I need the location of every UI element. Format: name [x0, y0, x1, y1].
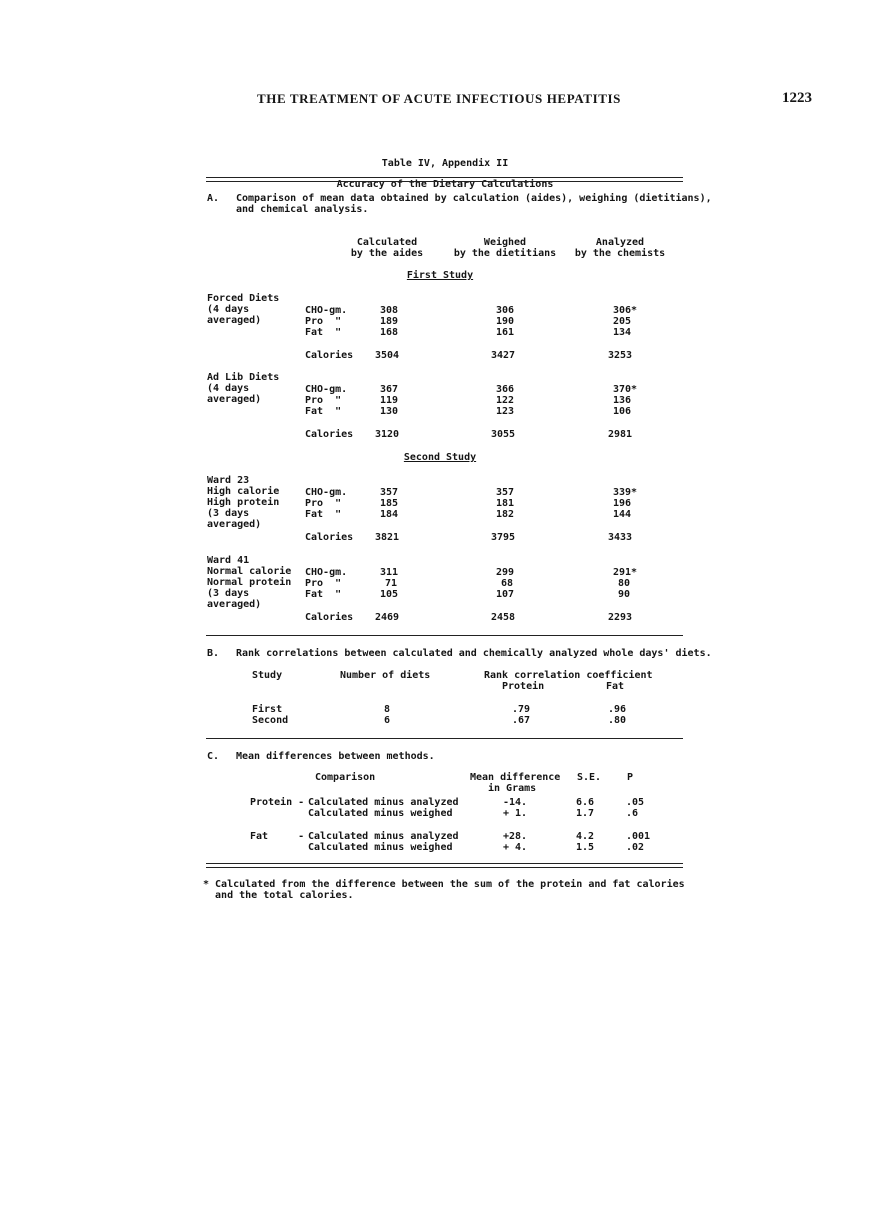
value-analyzed: 339*	[613, 487, 638, 498]
section-c-marker: C.	[207, 751, 220, 762]
row-study: Second	[252, 715, 289, 726]
row-fat: .80	[608, 715, 627, 726]
value-calc: 130	[380, 406, 399, 417]
value-weighed: 366	[496, 384, 515, 395]
value-calc: 311	[380, 567, 399, 578]
value-weighed: 181	[496, 498, 515, 509]
nutrient-label: Pro "	[305, 316, 342, 327]
calories-analyzed: 3253	[608, 350, 633, 361]
col-header-analyzed-2: by the chemists	[574, 248, 666, 259]
header-fat: Fat	[606, 681, 625, 692]
value-analyzed: 196	[613, 498, 632, 509]
calories-weighed: 3795	[491, 532, 516, 543]
value-weighed: 161	[496, 327, 515, 338]
col-header-analyzed-1: Analyzed	[595, 237, 645, 248]
section-c-text: Mean differences between methods.	[236, 751, 435, 762]
row-p: .05	[626, 797, 645, 808]
section-a-marker: A.	[207, 193, 220, 204]
group-label-line: High protein	[207, 497, 280, 508]
row-se: 1.7	[576, 808, 595, 819]
row-mean: +28.	[503, 831, 528, 842]
row-study: First	[252, 704, 283, 715]
bottom-rule-1	[206, 863, 683, 864]
nutrient-label: Fat "	[305, 509, 342, 520]
row-p: .6	[626, 808, 639, 819]
calories-calc: 3504	[375, 350, 400, 361]
value-calc: 308	[380, 305, 399, 316]
value-calc: 185	[380, 498, 399, 509]
group-label-line: (3 days	[207, 508, 250, 519]
value-calc: 105	[380, 589, 399, 600]
nutrient-label: Pro "	[305, 395, 342, 406]
footnote-line1: * Calculated from the difference between the sum of the protein and fat calories	[203, 879, 685, 890]
col-header-calc-1: Calculated	[356, 237, 418, 248]
nutrient-label: Fat "	[305, 327, 342, 338]
study-title-first: First Study	[406, 270, 474, 281]
group-label-line: Normal protein	[207, 577, 292, 588]
value-analyzed: 370*	[613, 384, 638, 395]
calories-label: Calories	[305, 612, 354, 623]
col-header-calc-2: by the aides	[350, 248, 424, 259]
row-mean: + 1.	[503, 808, 528, 819]
nutrient-label: Pro "	[305, 578, 342, 589]
nutrient-label: Pro "	[305, 498, 342, 509]
value-analyzed: 80	[618, 578, 631, 589]
nutrient-label: CHO-gm.	[305, 384, 348, 395]
row-comparison: Calculated minus weighed	[308, 842, 453, 853]
group-label-line: averaged)	[207, 599, 262, 610]
value-calc: 189	[380, 316, 399, 327]
group-label-line: Ad Lib Diets	[207, 372, 280, 383]
row-group: Protein -	[250, 797, 305, 808]
group-label-line: Ward 41	[207, 555, 250, 566]
group-label-line: (3 days	[207, 588, 250, 599]
table-title: Accuracy of the Dietary Calculations	[336, 179, 554, 190]
value-analyzed: 134	[613, 327, 632, 338]
row-se: 1.5	[576, 842, 595, 853]
calories-analyzed: 2293	[608, 612, 633, 623]
calories-weighed: 3055	[491, 429, 516, 440]
row-comparison: Calculated minus analyzed	[308, 831, 459, 842]
group-label-line: averaged)	[207, 394, 262, 405]
value-weighed: 107	[496, 589, 515, 600]
value-weighed: 68	[501, 578, 514, 589]
value-weighed: 299	[496, 567, 515, 578]
table-label: Table IV, Appendix II	[381, 158, 509, 169]
row-comparison: Calculated minus weighed	[308, 808, 453, 819]
bottom-rule-2	[206, 867, 683, 868]
header-comparison: Comparison	[315, 772, 376, 783]
calories-label: Calories	[305, 350, 354, 361]
group-label-line: (4 days	[207, 304, 250, 315]
row-p: .001	[626, 831, 651, 842]
group-label-line: (4 days	[207, 383, 250, 394]
calories-analyzed: 2981	[608, 429, 633, 440]
value-analyzed: 291*	[613, 567, 638, 578]
calories-weighed: 3427	[491, 350, 516, 361]
section-b-text: Rank correlations between calculated and chemically analyzed whole days' diets.	[236, 648, 712, 659]
calories-calc: 3120	[375, 429, 400, 440]
value-weighed: 182	[496, 509, 515, 520]
group-label-line: averaged)	[207, 519, 262, 530]
value-calc: 367	[380, 384, 399, 395]
row-fat: .96	[608, 704, 627, 715]
value-weighed: 357	[496, 487, 515, 498]
nutrient-label: Fat "	[305, 406, 342, 417]
value-calc: 357	[380, 487, 399, 498]
group-label-line: Normal calorie	[207, 566, 292, 577]
value-analyzed: 136	[613, 395, 632, 406]
col-header-weighed-1: Weighed	[483, 237, 527, 248]
row-se: 4.2	[576, 831, 595, 842]
page-number: 1223	[782, 90, 812, 106]
col-header-weighed-2: by the dietitians	[453, 248, 557, 259]
value-analyzed: 306*	[613, 305, 638, 316]
nutrient-label: Fat "	[305, 589, 342, 600]
row-p: .02	[626, 842, 645, 853]
row-group: Fat -	[250, 831, 305, 842]
header-se: S.E.	[577, 772, 602, 783]
value-weighed: 190	[496, 316, 515, 327]
row-number: 8	[384, 704, 391, 715]
top-rule-1	[206, 177, 683, 178]
value-analyzed: 106	[613, 406, 632, 417]
calories-calc: 3821	[375, 532, 400, 543]
row-se: 6.6	[576, 797, 595, 808]
group-label-line: High calorie	[207, 486, 280, 497]
value-weighed: 306	[496, 305, 515, 316]
calories-label: Calories	[305, 429, 354, 440]
header-number-of-diets: Number of diets	[340, 670, 431, 681]
value-weighed: 123	[496, 406, 515, 417]
calories-calc: 2469	[375, 612, 400, 623]
value-calc: 71	[385, 578, 398, 589]
row-protein: .79	[512, 704, 531, 715]
nutrient-label: CHO-gm.	[305, 305, 348, 316]
footnote-line2: and the total calories.	[203, 890, 354, 901]
header-p: P	[627, 772, 634, 783]
row-comparison: Calculated minus analyzed	[308, 797, 459, 808]
section-a-text-line1: Comparison of mean data obtained by calculation (aides), weighing (dietitians),	[236, 193, 712, 204]
header-study: Study	[252, 670, 283, 681]
row-protein: .67	[512, 715, 531, 726]
calories-label: Calories	[305, 532, 354, 543]
header-mean-difference-1: Mean difference	[470, 772, 561, 783]
study-title-second: Second Study	[403, 452, 477, 463]
header-protein: Protein	[502, 681, 545, 692]
group-label-line: Forced Diets	[207, 293, 280, 304]
value-analyzed: 144	[613, 509, 632, 520]
value-analyzed: 90	[618, 589, 631, 600]
calories-analyzed: 3433	[608, 532, 633, 543]
value-weighed: 122	[496, 395, 515, 406]
rule-after-a	[206, 635, 683, 636]
value-analyzed: 205	[613, 316, 632, 327]
value-calc: 168	[380, 327, 399, 338]
value-calc: 119	[380, 395, 399, 406]
group-label-line: averaged)	[207, 315, 262, 326]
row-mean: + 4.	[503, 842, 528, 853]
section-a-text-line2: and chemical analysis.	[236, 204, 369, 215]
row-mean: -14.	[503, 797, 528, 808]
header-mean-difference-2: in Grams	[488, 783, 537, 794]
value-calc: 184	[380, 509, 399, 520]
nutrient-label: CHO-gm.	[305, 487, 348, 498]
rule-after-b	[206, 738, 683, 739]
running-head: THE TREATMENT OF ACUTE INFECTIOUS HEPATITIS	[257, 91, 621, 106]
calories-weighed: 2458	[491, 612, 516, 623]
section-b-marker: B.	[207, 648, 220, 659]
group-label-line: Ward 23	[207, 475, 250, 486]
top-rule-2	[206, 181, 683, 182]
header-rank-correlation: Rank correlation coefficient	[484, 670, 653, 681]
nutrient-label: CHO-gm.	[305, 567, 348, 578]
row-number: 6	[384, 715, 391, 726]
